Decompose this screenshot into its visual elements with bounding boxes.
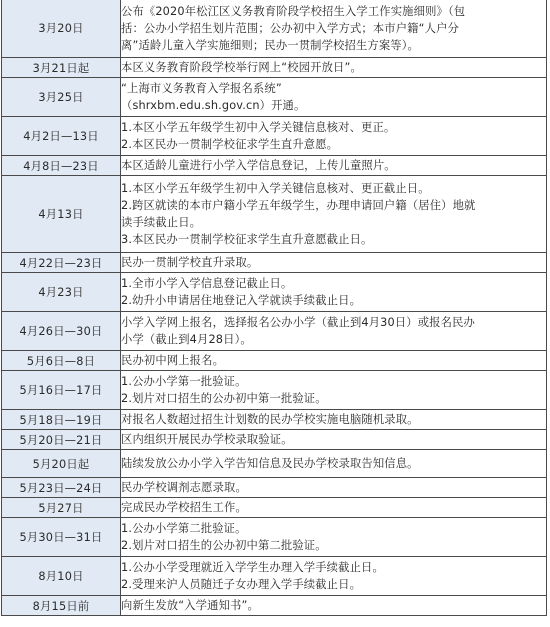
table-row <box>2 117 547 156</box>
table-row <box>2 273 547 312</box>
table-row <box>2 312 547 351</box>
table-row <box>2 557 547 596</box>
description-cell <box>121 176 547 253</box>
description-cell <box>121 117 547 156</box>
description-cell <box>121 351 547 371</box>
table-row <box>2 176 547 253</box>
date-cell: 4月2日—13日 <box>2 117 121 156</box>
description-cell <box>121 0 547 58</box>
date-cell: 8月10日 <box>2 557 121 596</box>
date-cell: 5月16日—17日 <box>2 371 121 410</box>
description-cell <box>121 58 547 78</box>
description-cell <box>121 498 547 518</box>
schedule-table <box>1 0 547 616</box>
date-cell: 5月23日—24日 <box>2 478 121 498</box>
date-cell: 5月27日 <box>2 498 121 518</box>
description-line: 陆续发放公办小学入学告知信息及民办学校录取告知信息。 <box>121 457 419 470</box>
description-line: 公布《2020年松江区义务教育阶段学校招生入学工作实施细则》（包 <box>121 4 466 18</box>
description-line: 民办学校调剂志愿录取。 <box>121 481 247 494</box>
description-line: 2.幼升小申请居住地登记入学就读手续截止日。 <box>121 294 362 307</box>
description-cell <box>121 156 547 176</box>
description-line: 1.全市小学入学信息登记截止日。 <box>121 277 293 290</box>
date-cell: 8月15日前 <box>2 596 121 616</box>
description-cell <box>121 78 547 117</box>
description-line: 2.受理来沪人员随迁子女办理入学手续截止日。 <box>121 578 362 591</box>
description-line: 括：公办小学招生划片范围；公办初中入学方式；本市户籍“人户分 <box>121 21 459 35</box>
description-line: 小学（截止到4月28日）。 <box>121 333 252 346</box>
description-line: “上海市义务教育入学报名系统” <box>121 82 282 95</box>
date-cell: 4月23日 <box>2 273 121 312</box>
description-line: 完成民办学校招生工作。 <box>121 501 247 514</box>
table-row <box>2 78 547 117</box>
description-line: （shrxbm.edu.sh.gov.cn）开通。 <box>121 99 306 112</box>
date-cell: 5月18日—19日 <box>2 410 121 430</box>
description-line: 2.跨区就读的本市户籍小学五年级学生，办理申请回户籍（居住）地就 <box>121 199 476 212</box>
description-cell <box>121 273 547 312</box>
table-row <box>2 156 547 176</box>
description-line: 小学入学网上报名，选择报名公办小学（截止到4月30日）或报名民办 <box>121 316 475 329</box>
table-row <box>2 478 547 498</box>
table-row <box>2 0 547 58</box>
table-row <box>2 253 547 273</box>
description-line: 读手续截止日。 <box>121 216 202 229</box>
table-row <box>2 498 547 518</box>
date-cell: 5月20日起 <box>2 450 121 478</box>
table-row <box>2 410 547 430</box>
table-row <box>2 450 547 478</box>
description-cell <box>121 478 547 498</box>
description-cell <box>121 557 547 596</box>
date-cell: 5月30日—31日 <box>2 518 121 557</box>
description-line: 离”适龄儿童入学实施细则；民办一贯制学校招生方案等）。 <box>121 38 419 52</box>
description-line: 2.本区民办一贯制学校征求学生直升意愿。 <box>121 138 339 151</box>
description-cell <box>121 596 547 616</box>
description-cell <box>121 371 547 410</box>
date-cell: 3月21日起 <box>2 58 121 78</box>
description-line: 1.本区小学五年级学生初中入学关键信息核对、更正。 <box>121 121 396 134</box>
date-cell: 5月6日—8日 <box>2 351 121 371</box>
description-line: 对报名人数超过招生计划数的民办学校实施电脑随机录取。 <box>121 413 419 426</box>
description-line: 区内组织开展民办学校录取验证。 <box>121 433 293 446</box>
description-cell <box>121 518 547 557</box>
date-cell: 5月20日—21日 <box>2 430 121 450</box>
date-cell: 3月20日 <box>2 0 121 58</box>
table-row <box>2 351 547 371</box>
description-line: 1.公办小学第二批验证。 <box>121 522 247 535</box>
date-cell: 4月22日—23日 <box>2 253 121 273</box>
description-line: 3.本区民办一贯制学校征求学生直升意愿截止日。 <box>121 233 373 246</box>
table-row <box>2 430 547 450</box>
table-row <box>2 58 547 78</box>
description-line: 民办一贯制学校直升录取。 <box>121 256 259 269</box>
description-line: 1.公办小学第一批验证。 <box>121 375 247 388</box>
description-line: 本区适龄儿童进行小学入学信息登记，上传儿童照片。 <box>121 159 396 172</box>
description-cell <box>121 312 547 351</box>
date-cell: 4月26日—30日 <box>2 312 121 351</box>
description-line: 2.划片对口招生的公办初中第二批验证。 <box>121 539 327 552</box>
date-cell: 4月8日—23日 <box>2 156 121 176</box>
description-cell <box>121 253 547 273</box>
description-cell <box>121 450 547 478</box>
description-line: 2.划片对口招生的公办初中第一批验证。 <box>121 392 327 405</box>
description-line: 1.本区小学五年级学生初中入学关键信息核对、更正截止日。 <box>121 182 430 195</box>
date-cell: 3月25日 <box>2 78 121 117</box>
date-cell: 4月13日 <box>2 176 121 253</box>
description-line: 向新生发放“入学通知书”。 <box>121 599 259 612</box>
table-row <box>2 371 547 410</box>
description-line: 民办初中网上报名。 <box>121 354 225 367</box>
table-row <box>2 596 547 616</box>
table-row <box>2 518 547 557</box>
description-line: 1.公办小学受理就近入学学生办理入学手续截止日。 <box>121 561 384 574</box>
description-cell <box>121 430 547 450</box>
description-cell <box>121 410 547 430</box>
description-line: 本区义务教育阶段学校举行网上“校园开放日”。 <box>121 61 362 74</box>
